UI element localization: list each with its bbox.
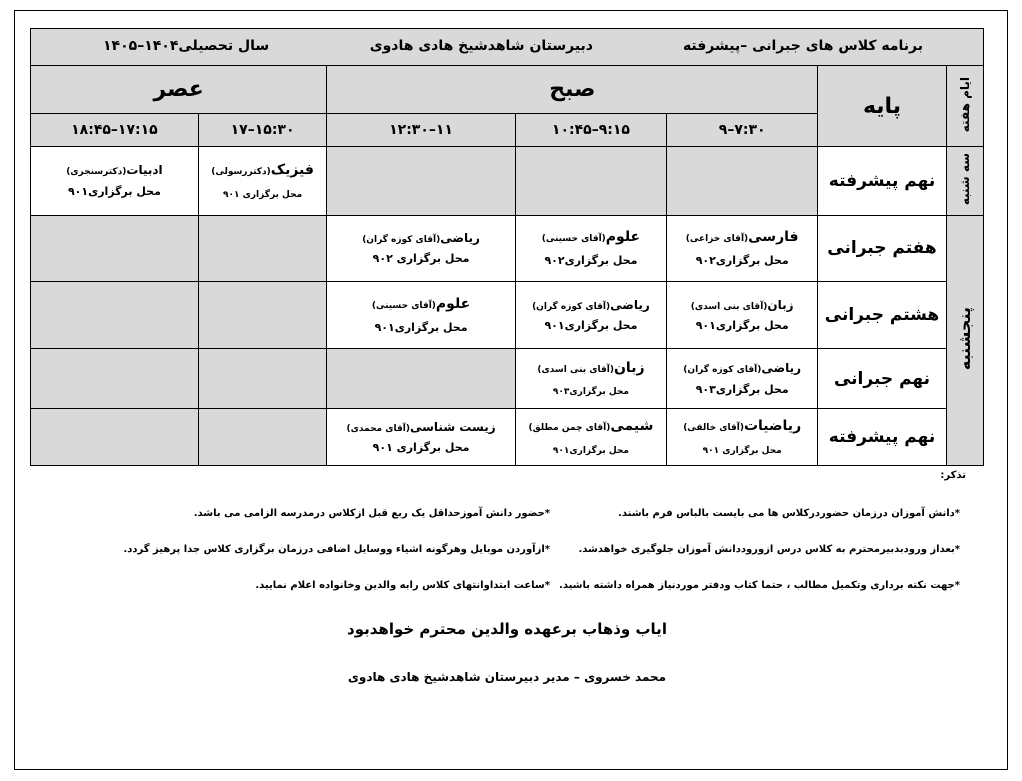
class-place: محل برگزاری۹۰۱ [374, 320, 468, 334]
class-teacher: (آقای کوزه گران) [683, 365, 762, 376]
empty-slot [198, 348, 326, 409]
empty-slot [667, 147, 818, 216]
grade-cell: هشتم جبرانی [818, 282, 946, 349]
class-place: محل برگزاری ۹۰۱ [372, 441, 470, 455]
empty-slot [198, 282, 326, 349]
time-slot-2: ۹:۱۵–۱۰:۴۵ [515, 113, 666, 146]
principal-signature: محمد خسروی – مدیر دبیرستان شاهدشیخ هادی هادوی [347, 670, 667, 684]
class-cell [667, 282, 818, 349]
academic-year: سال تحصیلی۱۴۰۴–۱۴۰۵ [103, 38, 270, 54]
class-place: محل برگزاری۹۰۳ [552, 387, 629, 398]
class-teacher: (آقای محمدی) [346, 423, 410, 434]
empty-slot [198, 215, 326, 282]
grade-cell: نهم جبرانی [818, 348, 946, 409]
class-place: محل برگزاری ۹۰۱ [222, 189, 303, 200]
class-subject: علوم [605, 229, 641, 246]
class-cell [515, 348, 666, 409]
class-teacher: (آقای خالقی) [683, 423, 744, 434]
class-teacher: (آقای چمن مطلق) [528, 423, 611, 434]
note-item: *حضور دانش آموزحداقل یک ربع قبل ازکلاس درمدرسه الزامی می باشد. [193, 508, 550, 519]
empty-slot [198, 409, 326, 466]
class-subject: علوم [435, 295, 471, 312]
empty-slot [31, 348, 199, 409]
school-name: دبیرستان شاهدشیخ هادی هادوی [369, 38, 593, 54]
morning-header: صبح [327, 66, 818, 113]
class-teacher: (آقای بنی اسدی) [537, 364, 614, 375]
class-cell [31, 147, 199, 216]
grade-cell: هفتم جبرانی [818, 215, 946, 282]
grade-cell: نهم پیشرفته [818, 147, 946, 216]
note-item: *ازآوردن موبایل وهرگونه اشیاء ووسایل اضافی درزمان برگزاری کلاس جدا پرهیز گردد. [123, 544, 550, 555]
note-item: *بعداز ورودبدبیرمحترم به کلاس درس ازوروددانش آموزان جلوگیری خواهدشد. [578, 544, 960, 555]
class-place: محل برگزاری ۹۰۱ [702, 445, 782, 456]
grade-header: پایه [818, 66, 946, 147]
class-place: محل برگزاری۹۰۲ [695, 254, 789, 268]
class-cell [327, 282, 516, 349]
class-cell [198, 147, 326, 216]
class-place: محل برگزاری۹۰۱ [67, 184, 161, 198]
empty-slot [327, 147, 516, 216]
class-subject: فارسی [748, 229, 799, 246]
class-subject: ریاضی [610, 297, 650, 312]
days-header: ایام هفته [946, 66, 983, 147]
class-cell [515, 282, 666, 349]
title-bar [31, 29, 984, 66]
note-item: *ساعت ابتداوانتهای کلاس رابه والدین وخانواده اعلام نمایید. [255, 580, 550, 591]
class-place: محل برگزاری۹۰۱ [544, 318, 638, 332]
class-cell [515, 215, 666, 282]
afternoon-header: عصر [31, 66, 327, 113]
class-subject: ریاضیات [743, 418, 802, 435]
empty-slot [515, 147, 666, 216]
time-slot-5: ۱۷:۱۵–۱۸:۴۵ [31, 113, 199, 146]
class-subject: ریاضی [440, 230, 480, 245]
class-subject: زیست شناسی [409, 419, 496, 434]
note-item: *جهت نکته برداری وتکمیل مطالب ، حتما کتاب ودفتر موردنیاز همراه داشته باشید. [559, 580, 960, 591]
empty-slot [31, 282, 199, 349]
class-teacher: (آقای بنی اسدی) [690, 301, 768, 312]
class-subject: ریاضی [761, 361, 802, 376]
class-teacher: (دکترسنجری) [66, 167, 127, 178]
class-cell [667, 409, 818, 466]
empty-slot [31, 215, 199, 282]
class-subject: فیزیک [270, 161, 314, 178]
class-teacher: (آقای کوزه گران) [362, 234, 441, 245]
class-place: محل برگزاری۹۰۳ [695, 382, 789, 396]
class-cell [515, 409, 666, 466]
class-place: محل برگزاری ۹۰۲ [372, 252, 470, 266]
empty-slot [31, 409, 199, 466]
class-subject: ادبیات [126, 163, 163, 178]
class-place: محل برگزاری۹۰۲ [544, 254, 638, 268]
class-teacher: (آقای خزاعی) [685, 234, 749, 245]
class-cell [327, 215, 516, 282]
schedule-table [30, 28, 984, 466]
transport-notice: ایاب وذهاب برعهده والدین محترم خواهدبود [347, 620, 667, 638]
class-subject: شیمی [610, 418, 654, 435]
day-thursday: پنجشنبه [946, 215, 983, 465]
time-slot-1: ۷:۳۰–۹ [667, 113, 818, 146]
grade-cell: نهم پیشرفته [818, 409, 946, 466]
class-cell [327, 409, 516, 466]
time-slot-4: ۱۵:۳۰–۱۷ [198, 113, 326, 146]
notes-title: تذکر: [940, 470, 966, 481]
note-item: *دانش آموزان درزمان حضوردرکلاس ها می بایست بالباس فرم باشند. [618, 508, 960, 519]
class-cell [667, 348, 818, 409]
class-teacher: (آقای حسینی) [541, 234, 606, 245]
program-title: برنامه کلاس های جبرانی –پیشرفته [682, 38, 923, 54]
time-slot-3: ۱۱–۱۲:۳۰ [327, 113, 516, 146]
empty-slot [327, 348, 516, 409]
class-teacher: (آقای کوزه گران) [532, 301, 611, 312]
class-place: محل برگزاری۹۰۱ [695, 318, 789, 332]
class-place: محل برگزاری۹۰۱ [552, 445, 629, 456]
day-tuesday: سه شنبه [946, 147, 983, 216]
class-cell [667, 215, 818, 282]
class-subject: زبان [767, 297, 794, 312]
class-teacher: (آقای حسینی) [371, 300, 436, 311]
class-teacher: (دکتررسولی) [211, 166, 271, 177]
class-subject: زبان [613, 359, 645, 376]
